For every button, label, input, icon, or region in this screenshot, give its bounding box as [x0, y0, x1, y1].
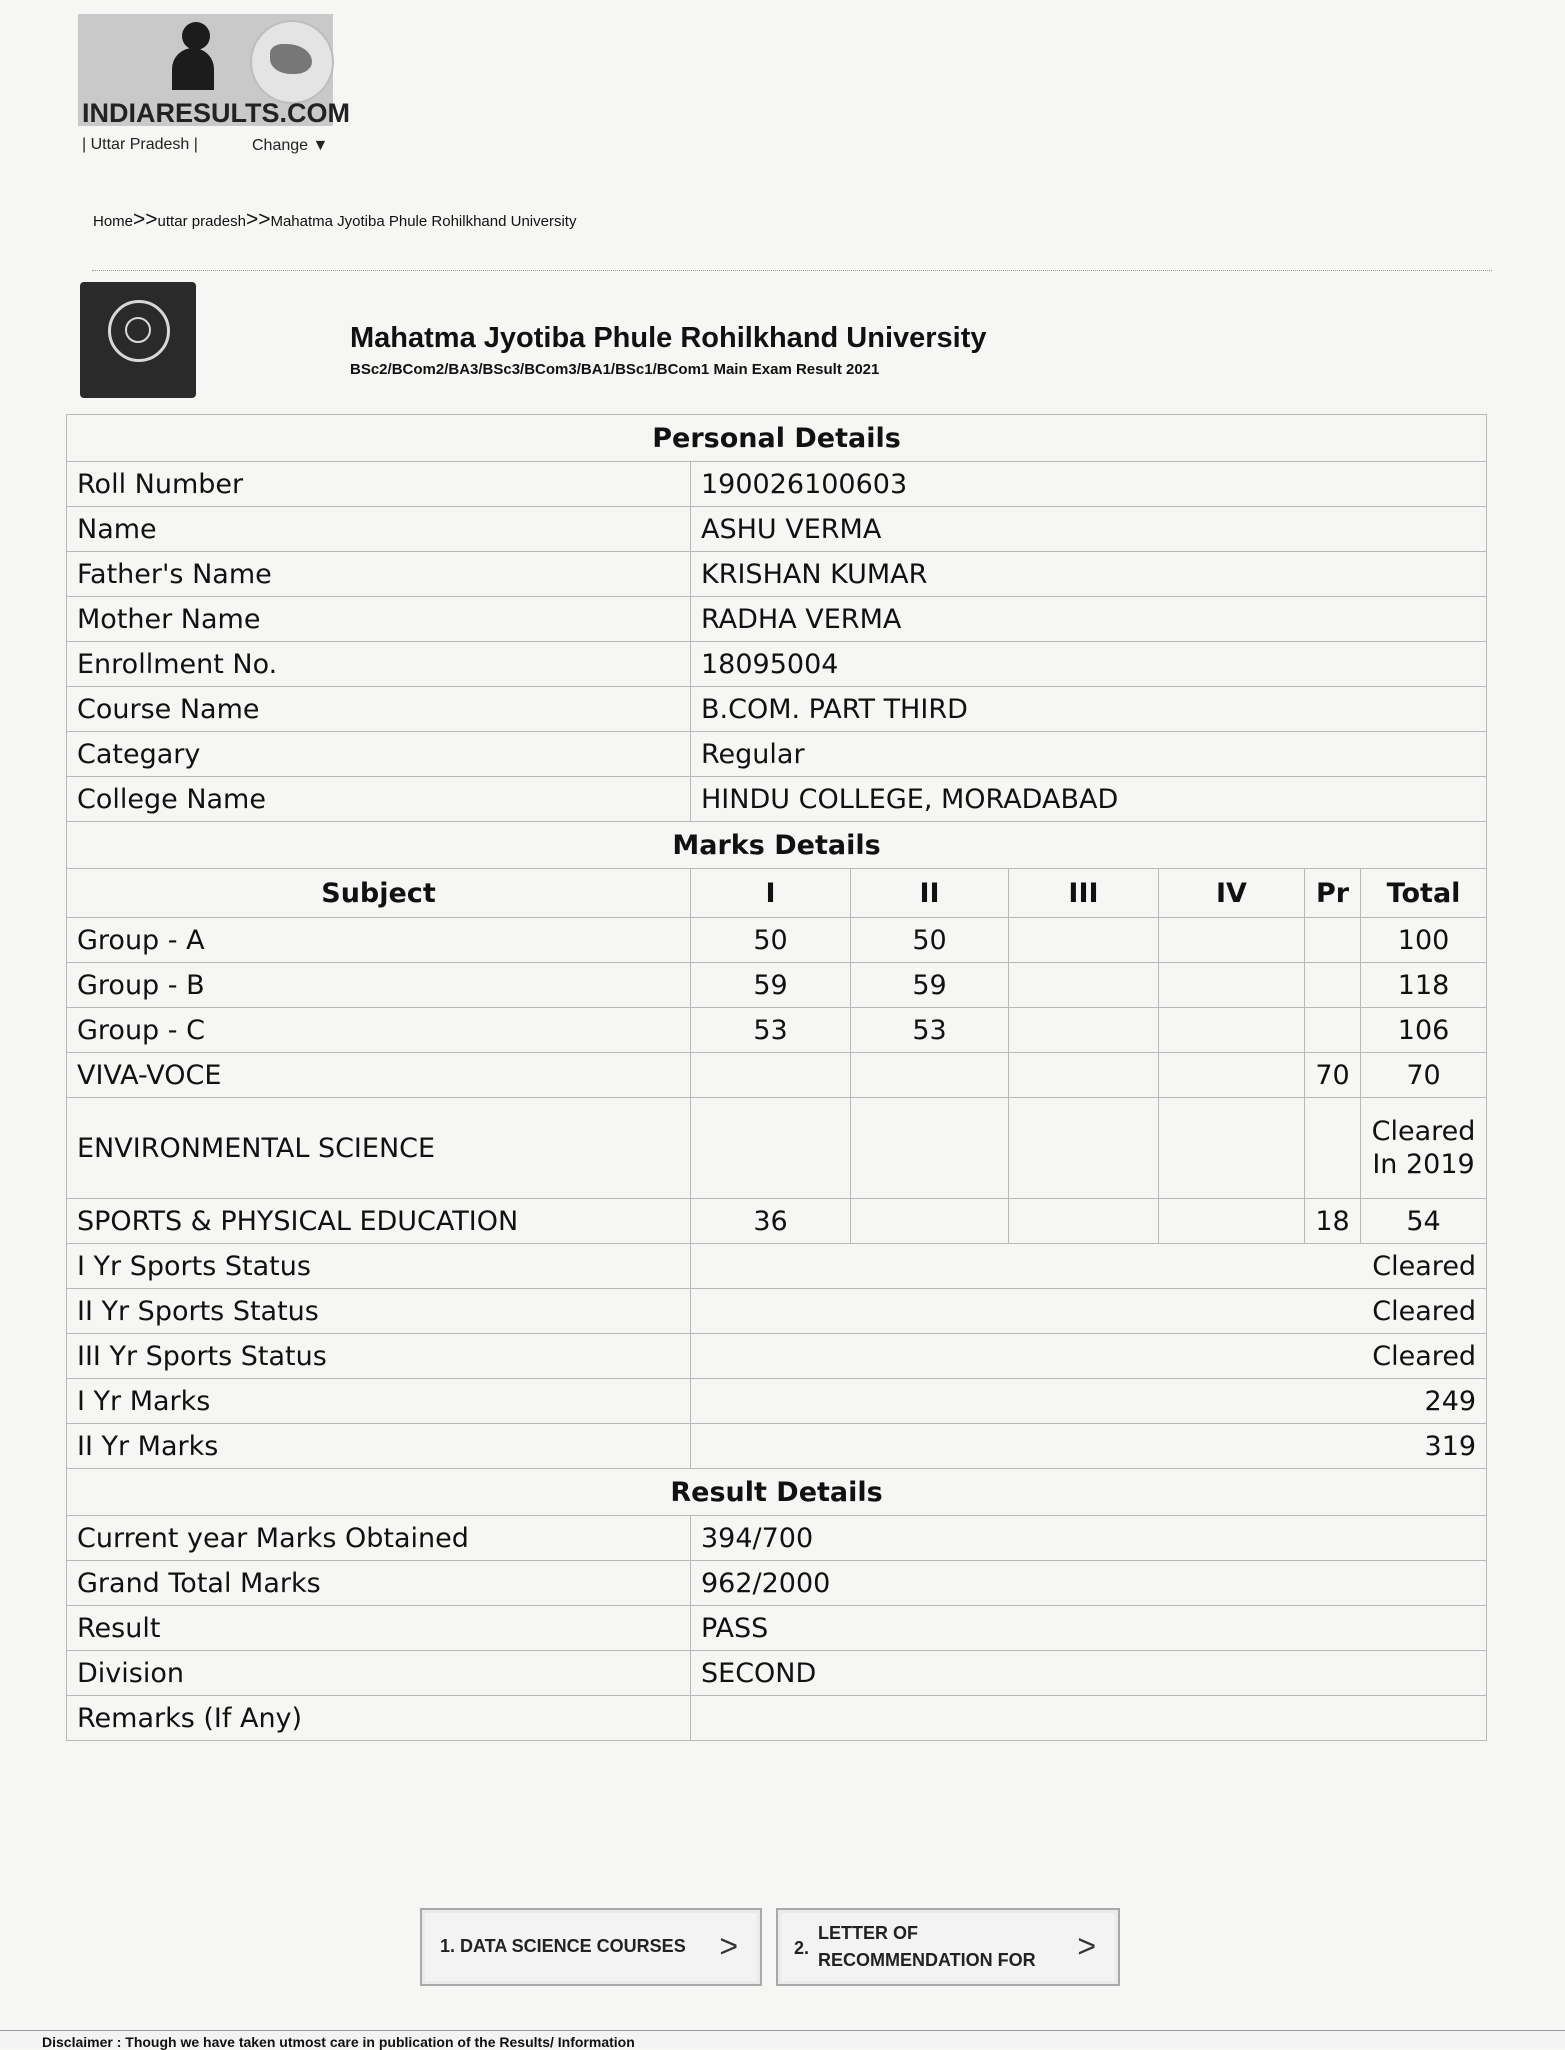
table-row	[67, 1008, 1487, 1053]
button-label-line: LETTER OF	[818, 1923, 918, 1943]
marks-cell	[1159, 1053, 1305, 1098]
marks-cell	[1009, 1008, 1159, 1053]
table-row	[67, 1696, 1487, 1741]
button-label-line: RECOMMENDATION FOR	[818, 1950, 1036, 1970]
table-row	[67, 1379, 1487, 1424]
status-value: 319	[691, 1424, 1487, 1469]
table-row	[67, 777, 1487, 822]
marks-cell	[1305, 963, 1361, 1008]
table-row	[67, 642, 1487, 687]
marks-cell	[1159, 918, 1305, 963]
marks-cell	[691, 1053, 851, 1098]
name-value: ASHU VERMA	[691, 507, 1487, 552]
column-header: Pr	[1305, 869, 1361, 918]
division-value: SECOND	[691, 1651, 1487, 1696]
column-header: I	[691, 869, 851, 918]
row-label: Current year Marks Obtained	[67, 1516, 691, 1561]
breadcrumb-state[interactable]: uttar pradesh	[157, 213, 246, 230]
breadcrumb-university: Mahatma Jyotiba Phule Rohilkhand University	[270, 213, 577, 230]
subject-cell: VIVA-VOCE	[67, 1053, 691, 1098]
result-value: PASS	[691, 1606, 1487, 1651]
marks-cell	[1159, 963, 1305, 1008]
table-row	[67, 1651, 1487, 1696]
status-label: I Yr Marks	[67, 1379, 691, 1424]
button-label: 1. DATA SCIENCE COURSES	[440, 1936, 686, 1956]
status-label: II Yr Sports Status	[67, 1289, 691, 1334]
table-row	[67, 1561, 1487, 1606]
column-header: II	[851, 869, 1009, 918]
marks-cell: 50	[691, 918, 851, 963]
marks-details-heading: Marks Details	[67, 822, 1487, 869]
table-row	[67, 507, 1487, 552]
total-cell: 70	[1361, 1053, 1487, 1098]
marks-cell: 59	[851, 963, 1009, 1008]
mother-name-value: RADHA VERMA	[691, 597, 1487, 642]
table-row	[67, 1606, 1487, 1651]
result-table	[66, 414, 1487, 1741]
total-cell: 106	[1361, 1008, 1487, 1053]
enrollment-value: 18095004	[691, 642, 1487, 687]
marks-cell	[1305, 1008, 1361, 1053]
button-label	[818, 1920, 1036, 1974]
breadcrumb-separator: >>	[133, 208, 158, 231]
table-row	[67, 1289, 1487, 1334]
current-marks-value: 394/700	[691, 1516, 1487, 1561]
row-label: Course Name	[67, 687, 691, 732]
status-label: II Yr Marks	[67, 1424, 691, 1469]
marks-cell	[1159, 1199, 1305, 1244]
table-row	[67, 552, 1487, 597]
marks-cell	[1009, 1199, 1159, 1244]
row-label: Roll Number	[67, 462, 691, 507]
total-cell: 54	[1361, 1199, 1487, 1244]
subject-cell: Group - B	[67, 963, 691, 1008]
row-label: College Name	[67, 777, 691, 822]
row-label: Name	[67, 507, 691, 552]
status-value: Cleared	[691, 1289, 1487, 1334]
subject-cell: ENVIRONMENTAL SCIENCE	[67, 1098, 691, 1199]
divider	[92, 270, 1492, 271]
subject-cell: Group - A	[67, 918, 691, 963]
status-label: III Yr Sports Status	[67, 1334, 691, 1379]
table-row	[67, 687, 1487, 732]
change-state-link[interactable]: Change ▼	[252, 137, 329, 154]
letter-of-recommendation-button[interactable]	[776, 1908, 1120, 1986]
college-value: HINDU COLLEGE, MORADABAD	[691, 777, 1487, 822]
row-label: Remarks (If Any)	[67, 1696, 691, 1741]
course-value: B.COM. PART THIRD	[691, 687, 1487, 732]
button-number: 2.	[794, 1938, 810, 1958]
university-name: Mahatma Jyotiba Phule Rohilkhand University	[350, 322, 987, 354]
marks-cell	[1009, 963, 1159, 1008]
marks-cell	[851, 1098, 1009, 1199]
chevron-right-icon: >	[1077, 1928, 1096, 1964]
marks-cell: 53	[691, 1008, 851, 1053]
marks-cell	[1009, 918, 1159, 963]
logo-text: INDIARESULTS.COM	[82, 98, 350, 128]
table-row	[67, 1516, 1487, 1561]
row-label: Father's Name	[67, 552, 691, 597]
table-row	[67, 918, 1487, 963]
column-header: III	[1009, 869, 1159, 918]
table-row	[67, 597, 1487, 642]
table-row	[67, 732, 1487, 777]
marks-cell: 36	[691, 1199, 851, 1244]
table-row	[67, 1053, 1487, 1098]
status-value: Cleared	[691, 1244, 1487, 1289]
row-label: Grand Total Marks	[67, 1561, 691, 1606]
marks-cell: 18	[1305, 1199, 1361, 1244]
marks-cell: 53	[851, 1008, 1009, 1053]
roll-number-value: 190026100603	[691, 462, 1487, 507]
marks-cell	[1305, 1098, 1361, 1199]
result-details-heading: Result Details	[67, 1469, 1487, 1516]
disclaimer-bar	[0, 2030, 1565, 2048]
subject-cell: Group - C	[67, 1008, 691, 1053]
marks-cell	[1305, 918, 1361, 963]
logo-person-icon	[182, 22, 210, 50]
remarks-value	[691, 1696, 1487, 1741]
column-header: Subject	[67, 869, 691, 918]
total-cell: Cleared In 2019	[1361, 1098, 1487, 1199]
status-value: Cleared	[691, 1334, 1487, 1379]
breadcrumb-home[interactable]: Home	[93, 213, 134, 230]
marks-cell	[851, 1199, 1009, 1244]
table-row	[67, 1244, 1487, 1289]
marks-cell	[851, 1053, 1009, 1098]
marks-cell	[1159, 1008, 1305, 1053]
father-name-value: KRISHAN KUMAR	[691, 552, 1487, 597]
status-value: 249	[691, 1379, 1487, 1424]
table-row	[67, 1424, 1487, 1469]
table-row	[67, 1098, 1487, 1199]
marks-header-row	[67, 869, 1487, 918]
marks-cell	[1009, 1098, 1159, 1199]
data-science-courses-button[interactable]	[420, 1908, 762, 1986]
column-header: Total	[1361, 869, 1487, 918]
disclaimer-text: Disclaimer : Though we have taken utmost care in publication of the Results/ Information	[42, 2034, 635, 2050]
seal-inscription	[86, 370, 190, 390]
marks-cell: 59	[691, 963, 851, 1008]
row-label: Mother Name	[67, 597, 691, 642]
marks-cell: 50	[851, 918, 1009, 963]
grand-total-value: 962/2000	[691, 1561, 1487, 1606]
marks-cell	[1159, 1098, 1305, 1199]
seal-emblem-icon	[108, 300, 170, 362]
total-cell: 118	[1361, 963, 1487, 1008]
state-label: | Uttar Pradesh |	[82, 136, 198, 153]
row-label: Categary	[67, 732, 691, 777]
row-label: Division	[67, 1651, 691, 1696]
breadcrumb-separator: >>	[245, 208, 271, 231]
table-row	[67, 462, 1487, 507]
table-row	[67, 1199, 1487, 1244]
column-header: IV	[1159, 869, 1305, 918]
table-row	[67, 963, 1487, 1008]
row-label: Result	[67, 1606, 691, 1651]
subject-cell: SPORTS & PHYSICAL EDUCATION	[67, 1199, 691, 1244]
chevron-right-icon: >	[719, 1928, 738, 1964]
marks-cell: 70	[1305, 1053, 1361, 1098]
marks-cell	[1009, 1053, 1159, 1098]
total-cell: 100	[1361, 918, 1487, 963]
category-value: Regular	[691, 732, 1487, 777]
status-label: I Yr Sports Status	[67, 1244, 691, 1289]
logo-person-body-icon	[172, 48, 214, 90]
marks-cell	[691, 1098, 851, 1199]
personal-details-heading: Personal Details	[67, 415, 1487, 462]
table-row	[67, 1334, 1487, 1379]
uttar-pradesh-map-icon	[250, 20, 334, 104]
breadcrumb	[93, 208, 576, 232]
exam-title: BSc2/BCom2/BA3/BSc3/BCom3/BA1/BSc1/BCom1 Main Exam Result 2021	[350, 361, 880, 378]
row-label: Enrollment No.	[67, 642, 691, 687]
